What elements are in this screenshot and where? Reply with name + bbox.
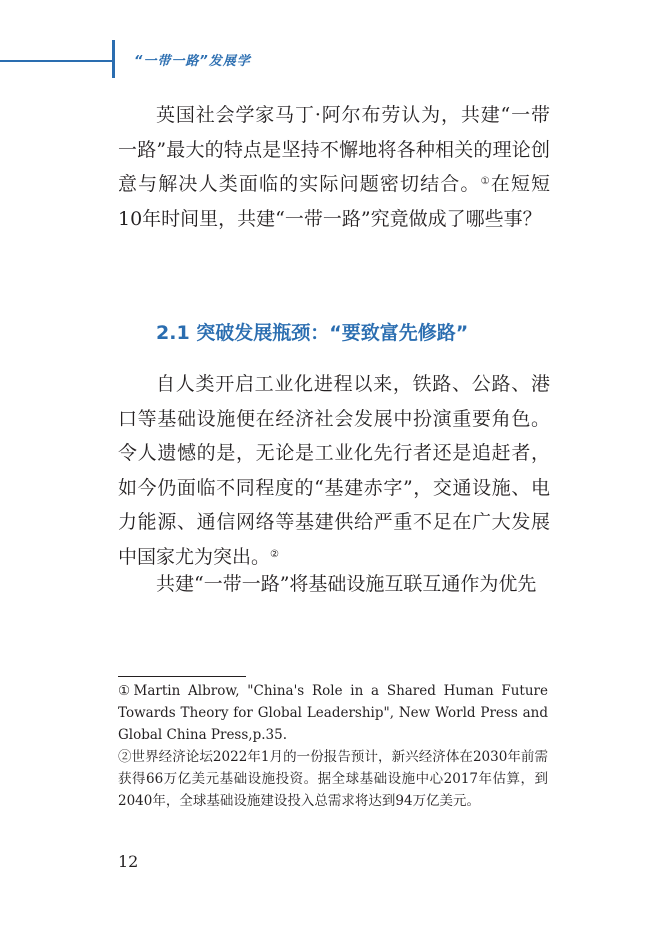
footnote-ref-2[interactable]: ② xyxy=(270,548,279,560)
body-paragraph-2-text: 自人类开启工业化进程以来，铁路、公路、港口等基础设施便在经济社会发展中扮演重要角色。令人遗憾的是，无论是工业化先行者还是追赶者，如今仍面临不同程度的“基建赤字”，交通设施、电力能源、通信网络等基建供给严重不足在广大发展中国家尤为突出。 xyxy=(118,373,550,568)
footnote-divider xyxy=(118,676,246,677)
body-paragraph-1-text: 英国社会学家马丁·阿尔布劳认为，共建“一带一路”最大的特点是坚持不懈地将各种相关的理论创意与解决人类面临的实际问题密切结合。 xyxy=(118,104,550,195)
page-number: 12 xyxy=(118,852,139,871)
footnote-ref-1[interactable]: ① xyxy=(480,176,491,187)
header-accent-bar xyxy=(112,40,115,78)
section-heading: 2.1 突破发展瓶颈：“要致富先修路” xyxy=(156,322,469,344)
body-paragraph-1 xyxy=(118,98,550,236)
footnote-2: ②世界经济论坛2022年1月的一份报告预计，新兴经济体在2030年前需获得66万亿美元基础设施投资。据全球基础设施中心2017年估算，到2040年，全球基础设施建设投入总需求将达到94万亿美元。 xyxy=(118,749,548,809)
body-paragraph-1-continued: 在短短10年时间里，共建“一带一路”究竟做成了哪些事？ xyxy=(118,173,550,230)
running-title: “一带一路”发展学 xyxy=(134,54,251,69)
body-paragraph-3: 共建“一带一路”将基础设施互联互通作为优先 xyxy=(156,573,537,595)
header-rule xyxy=(0,60,112,62)
body-paragraph-2 xyxy=(118,367,550,574)
footnote-1: ①Martin Albrow, "China's Role in a Shared Human Future Towards Theory for Global Leadership", New World Press and Global China Press,p.35. xyxy=(118,683,548,743)
